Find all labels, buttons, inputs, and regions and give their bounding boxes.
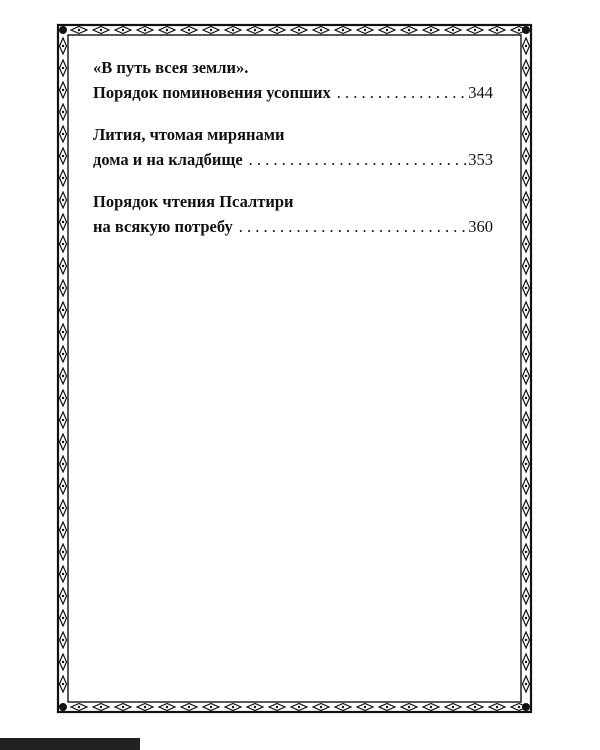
toc-entry-title-line: дома и на кладбище bbox=[93, 150, 243, 169]
toc-entry-title-line: на всякую потребу bbox=[93, 217, 233, 236]
dot-leader bbox=[239, 214, 467, 239]
dot-leader bbox=[337, 80, 466, 105]
toc-entry-title-line: Лития, чтомая мирянами bbox=[93, 125, 285, 144]
dot-leader bbox=[249, 147, 467, 172]
scan-edge-shadow bbox=[0, 738, 140, 750]
toc-entry-title-line: Порядок чтения Псалтири bbox=[93, 192, 294, 211]
toc-entry-title-line: Порядок поминовения усопших bbox=[93, 83, 331, 102]
toc-entry[interactable] bbox=[93, 189, 493, 239]
toc-entry[interactable] bbox=[93, 122, 493, 172]
toc-page-number: 344 bbox=[468, 83, 493, 102]
table-of-contents bbox=[93, 55, 493, 256]
toc-page-number: 353 bbox=[468, 150, 493, 169]
toc-entry[interactable] bbox=[93, 55, 493, 105]
toc-page-number: 360 bbox=[468, 217, 493, 236]
toc-entry-title-line: «В путь всея земли». bbox=[93, 58, 249, 77]
